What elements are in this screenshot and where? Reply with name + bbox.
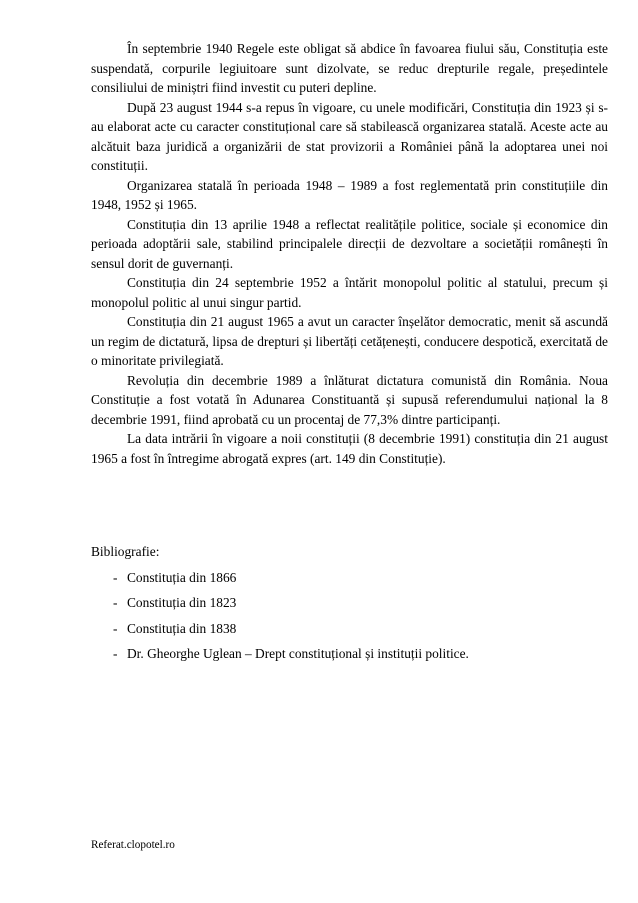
bullet-dash: - (113, 646, 118, 661)
bibliography-item-text: Dr. Gheorghe Uglean – Drept constituțional și instituții politice. (127, 646, 469, 661)
document-body (91, 39, 608, 468)
paragraph: Constituția din 13 aprilie 1948 a reflectat realitățile politice, sociale și economice din perioada adoptării sale, stabilind principalele direcții de dezvoltare a societății românești în sensul dorit de guvernanți. (91, 216, 608, 271)
paragraph: Revoluția din decembrie 1989 a înlăturat dictatura comunistă din România. Noua Constituție a fost votată în Adunarea Constituantă și supusă referendumului național la 8 decembrie 1991, fiind aprobată cu un procentaj de 77,3% dintre participanți. (91, 372, 608, 427)
bibliography-item (91, 593, 608, 613)
bibliography-item (91, 644, 608, 664)
bibliography-section (91, 542, 608, 670)
bullet-dash: - (113, 620, 118, 636)
bibliography-title: Bibliografie: (91, 544, 160, 559)
bibliography-item-text: Constituția din 1866 (127, 569, 237, 585)
page-footer: Referat.clopotel.ro (91, 839, 175, 851)
paragraph: Constituția din 24 septembrie 1952 a întărit monopolul politic al statului, precum și monopolul politic al unui singur partid. (91, 275, 608, 310)
bibliography-item-text: Constituția din 1838 (127, 620, 237, 636)
paragraph: După 23 august 1944 s-a repus în vigoare, cu unele modificări, Constituția din 1923 și s-au elaborat acte cu caracter constituțional care să stabilească organizarea statală. Aceste acte au alcătuit baza juridică a organizării de stat provizorii a României până la adoptarea unei noi constituții. (91, 99, 608, 173)
bibliography-item (91, 568, 608, 588)
bibliography-item (91, 619, 608, 639)
paragraph: Constituția din 21 august 1965 a avut un caracter înșelător democratic, menit să ascundă un regim de dictatură, lipsa de drepturi și libertăți cetățenești, conducere despotică, exercitată de o minoritate privilegiată. (91, 314, 608, 368)
bibliography-item-text: Constituția din 1823 (127, 595, 237, 610)
bullet-dash: - (113, 595, 118, 610)
paragraph: La data intrării în vigoare a noii constituții (8 decembrie 1991) constituția din 21 august 1965 a fost în întregime abrogată expres (art. 149 din Constituție). (91, 431, 608, 466)
paragraph: Organizarea statală în perioada 1948 – 1989 a fost reglementată prin constituțiile din 1948, 1952 și 1965. (91, 177, 608, 212)
paragraph: În septembrie 1940 Regele este obligat să abdice în favoarea fiului său, Constituția este suspendată, corpurile legiuitoare sunt dizolvate, se reduc drepturile regale, președintele consiliului de miniștri fiind investit cu puteri depline. (91, 41, 608, 95)
bullet-dash: - (113, 569, 118, 585)
bibliography-list (91, 568, 608, 664)
